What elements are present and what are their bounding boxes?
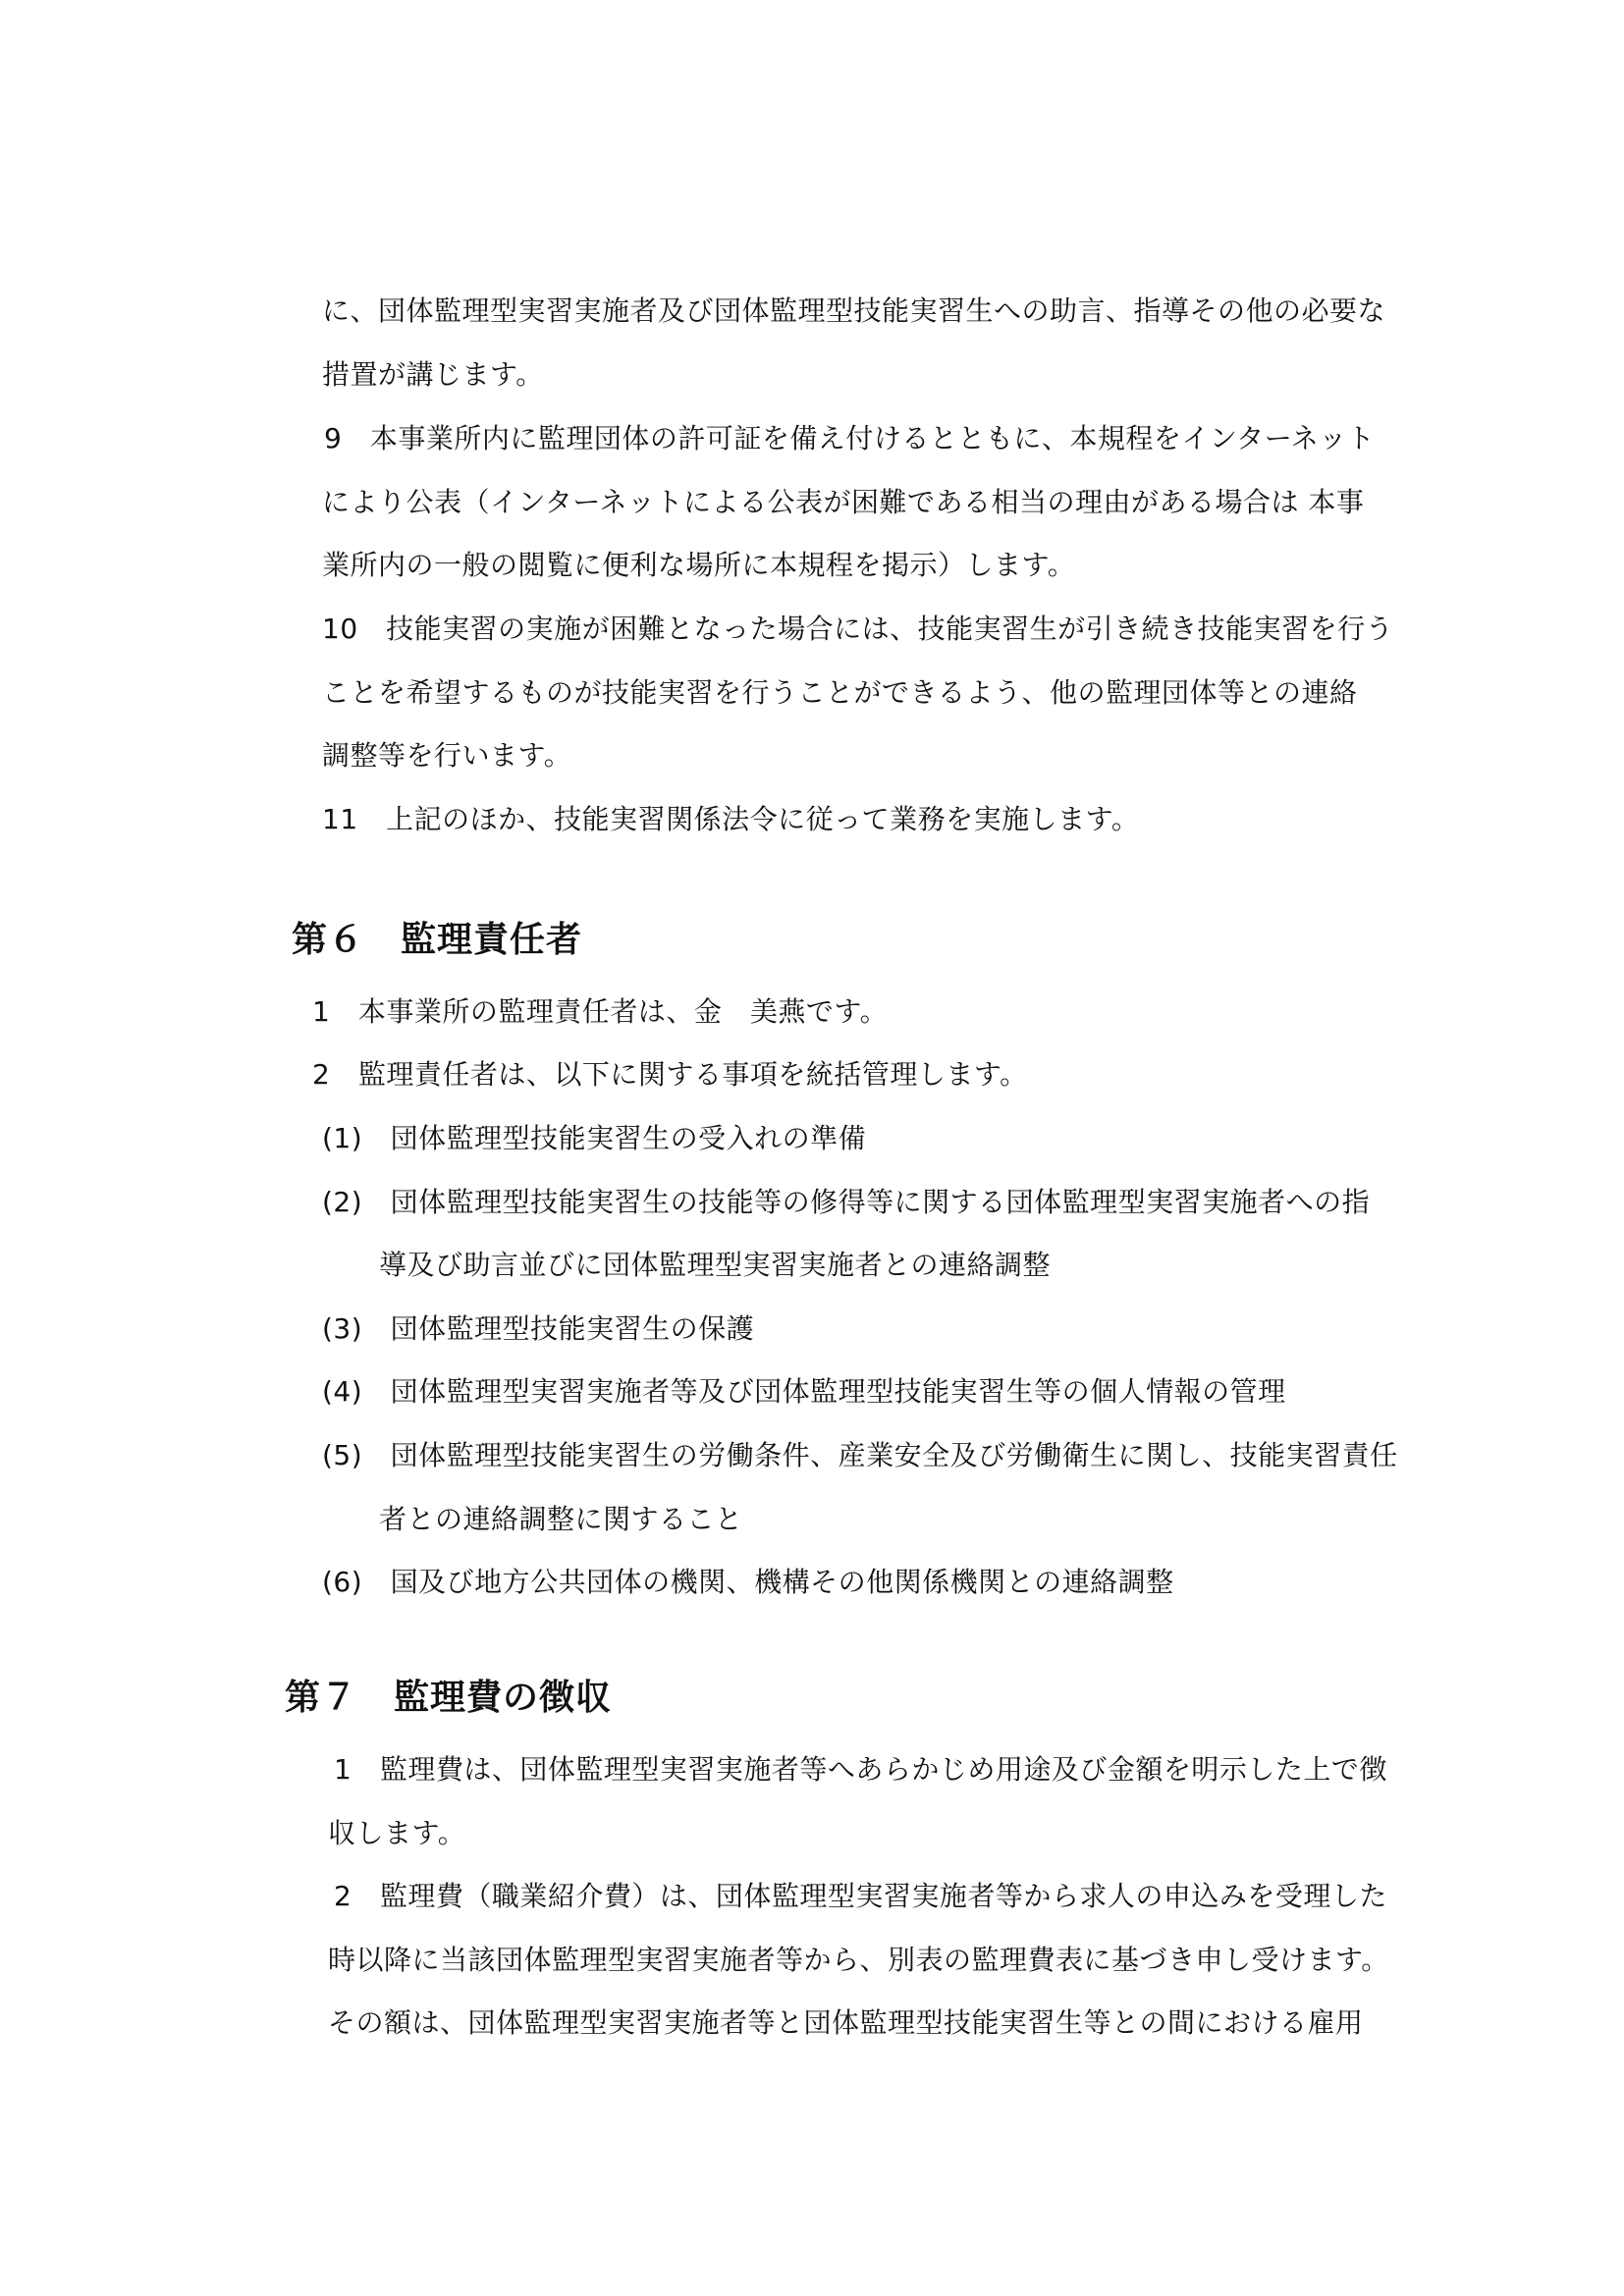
list-item-continuation: 者との連絡調整に関すること xyxy=(379,1503,743,1535)
text-line: に、団体監理型実習実施者及び団体監理型技能実習生への助言、指導その他の必要な xyxy=(322,294,1386,327)
text-line: 措置が講じます。 xyxy=(322,358,544,391)
list-item: (3) 団体監理型技能実習生の保護 xyxy=(322,1312,755,1345)
text-line: 時以降に当該団体監理型実習実施者等から、別表の監理費表に基づき申し受けます。 xyxy=(328,1944,1389,1976)
list-item: (4) 団体監理型実習実施者等及び団体監理型技能実習生等の個人情報の管理 xyxy=(322,1375,1286,1408)
list-item: 1 本事業所の監理責任者は、金 美燕です。 xyxy=(312,995,889,1028)
text-line: 収します。 xyxy=(328,1817,466,1849)
list-item: 9 本事業所内に監理団体の許可証を備え付けるとともに、本規程をインターネット xyxy=(324,422,1376,454)
list-item-continuation: 導及び助言並びに団体監理型実習実施者との連絡調整 xyxy=(379,1249,1052,1281)
list-item: 11 上記のほか、技能実習関係法令に従って業務を実施します。 xyxy=(322,803,1140,835)
list-item: 10 技能実習の実施が困難となった場合には、技能実習生が引き続き技能実習を行う xyxy=(322,613,1394,645)
list-item: (6) 国及び地方公共団体の機関、機構その他関係機関との連絡調整 xyxy=(322,1566,1174,1598)
list-item: 2 監理費（職業紹介費）は、団体監理型実習実施者等から求人の申込みを受理した xyxy=(334,1880,1387,1912)
text-line: ことを希望するものが技能実習を行うことができるよう、他の監理団体等との連絡 xyxy=(322,676,1358,709)
list-item: 1 監理費は、団体監理型実習実施者等へあらかじめ用途及び金額を明示した上で徴 xyxy=(334,1753,1387,1786)
list-item: 2 監理責任者は、以下に関する事項を統括管理します。 xyxy=(312,1058,1028,1091)
list-item: (1) 団体監理型技能実習生の受入れの準備 xyxy=(322,1122,867,1154)
text-line: その額は、団体監理型実習実施者等と団体監理型技能実習生等との間における雇用 xyxy=(328,2006,1364,2039)
section-heading: 第６ 監理責任者 xyxy=(292,920,583,960)
section-heading: 第７ 監理費の徴収 xyxy=(285,1678,613,1718)
text-line: 調整等を行います。 xyxy=(322,739,572,772)
text-line: 業所内の一般の閲覧に便利な場所に本規程を掲示）します。 xyxy=(322,549,1076,581)
list-item: (2) 団体監理型技能実習生の技能等の修得等に関する団体監理型実習実施者への指 xyxy=(322,1186,1371,1218)
list-item: (5) 団体監理型技能実習生の労働条件、産業安全及び労働衛生に関し、技能実習責任 xyxy=(322,1439,1398,1471)
text-line: により公表（インターネットによる公表が困難である相当の理由がある場合は 本事 xyxy=(322,486,1365,518)
